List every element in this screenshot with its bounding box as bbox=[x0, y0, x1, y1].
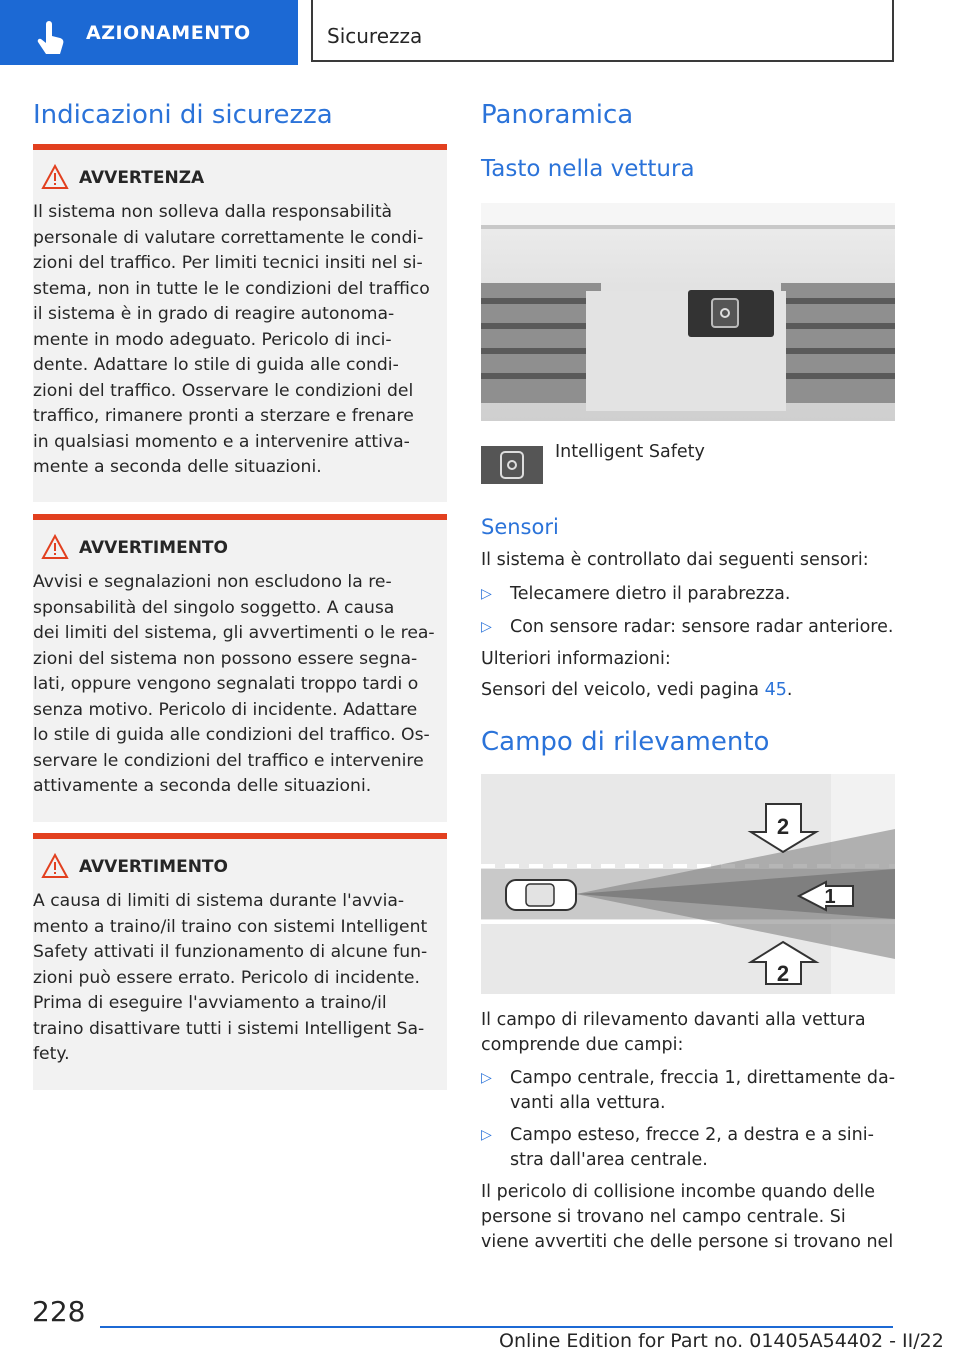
footer-divider bbox=[100, 1326, 893, 1328]
warning-text bbox=[33, 200, 445, 481]
text-line: Il sistema non solleva dalla responsabilità bbox=[33, 202, 393, 222]
warning-title: AVVERTIMENTO bbox=[79, 538, 228, 558]
cross-reference bbox=[481, 678, 792, 703]
text-line: Prima di eseguire l'avviamento a traino/il bbox=[33, 993, 387, 1013]
text-line: lo stile di guida alle condizioni del traffico. Os- bbox=[33, 725, 430, 745]
text-line: servare le condizioni del traffico e intervenire bbox=[33, 750, 424, 771]
bullet-triangle-icon: ▷ bbox=[481, 619, 492, 635]
text-line: Il pericolo di collisione incombe quando delle bbox=[481, 1182, 876, 1202]
intelligent-safety-icon bbox=[481, 446, 543, 484]
closing-paragraph bbox=[481, 1180, 893, 1255]
text-line: Safety attivati il funzionamento di alcune fun- bbox=[33, 942, 428, 962]
intelligent-safety-icon-glyph bbox=[481, 446, 543, 484]
hand-pointer-icon bbox=[32, 20, 72, 60]
arrow-label: 2 bbox=[776, 961, 790, 986]
list-item-text: Con sensore radar: sensore radar anteriore. bbox=[510, 617, 894, 637]
text-line: il sistema è in grado di reagire autonoma- bbox=[33, 304, 395, 324]
bullet-triangle-icon: ▷ bbox=[481, 586, 492, 602]
list-item-text: Telecamere dietro il parabrezza. bbox=[510, 584, 791, 604]
text-line: fety. bbox=[33, 1044, 70, 1064]
text-line: Avvisi e segnalazioni non escludono la re- bbox=[33, 572, 392, 592]
edition-note: Online Edition for Part no. 01405A54402 - II/22 bbox=[499, 1330, 944, 1352]
overview-heading: Panoramica bbox=[481, 100, 634, 130]
list-item bbox=[481, 1066, 895, 1116]
warning-text bbox=[33, 570, 445, 800]
text-line: zioni del sistema non possono essere segna- bbox=[33, 648, 418, 669]
bullet-triangle-icon: ▷ bbox=[481, 1070, 492, 1086]
button-caption: Intelligent Safety bbox=[555, 442, 705, 462]
text-line: Campo centrale, freccia 1, direttamente da- bbox=[510, 1068, 896, 1088]
text-line: senza motivo. Pericolo di incidente. Adattare bbox=[33, 699, 418, 720]
list-item-text bbox=[510, 1066, 895, 1116]
safety-heading: Indicazioni di sicurezza bbox=[33, 100, 333, 130]
text-line: persone si trovano nel campo centrale. Si bbox=[481, 1207, 846, 1227]
text-line: comprende due campi: bbox=[481, 1035, 684, 1055]
detection-range-diagram bbox=[481, 774, 895, 994]
more-info-label: Ulteriori informazioni: bbox=[481, 649, 671, 669]
chapter-header bbox=[311, 0, 894, 62]
warning-box-1 bbox=[33, 144, 447, 502]
warning-triangle-icon bbox=[41, 164, 69, 190]
dashboard-photo bbox=[481, 203, 895, 421]
section-label: AZIONAMENTO bbox=[86, 22, 251, 44]
sensors-heading: Sensori bbox=[481, 515, 559, 539]
button-heading: Tasto nella vettura bbox=[481, 156, 695, 182]
sensors-intro: Il sistema è controllato dai seguenti sensori: bbox=[481, 550, 869, 570]
chapter-label: Sicurezza bbox=[327, 24, 423, 48]
text-line: mento a traino/il traino con sistemi Intelligent bbox=[33, 916, 428, 937]
list-item bbox=[481, 615, 895, 640]
range-heading: Campo di rilevamento bbox=[481, 727, 770, 757]
text-line: zioni del traffico. Per limiti tecnici insiti nel si- bbox=[33, 253, 423, 273]
text-line: vanti alla vettura. bbox=[510, 1093, 666, 1113]
list-item-text bbox=[510, 1123, 874, 1173]
text-line: Campo esteso, frecce 2, a destra e a sini- bbox=[510, 1125, 874, 1145]
detection-range-illustration bbox=[481, 774, 895, 994]
warning-box-3 bbox=[33, 833, 447, 1090]
text-line: mente a seconda delle situazioni. bbox=[33, 457, 322, 477]
arrow-label: 2 bbox=[776, 814, 790, 839]
warning-triangle-icon bbox=[41, 853, 69, 879]
car-icon bbox=[506, 880, 576, 910]
dashboard-illustration bbox=[481, 203, 895, 421]
cross-reference-text: Sensori del veicolo, vedi pagina bbox=[481, 680, 765, 700]
arrow-label: 1 bbox=[824, 886, 836, 908]
bullet-triangle-icon: ▷ bbox=[481, 1127, 492, 1143]
intelligent-safety-button bbox=[688, 290, 774, 337]
text-line: sponsabilità del singolo soggetto. A causa bbox=[33, 597, 395, 618]
left-air-vent bbox=[481, 283, 601, 403]
text-line: mente in modo adeguato. Pericolo di inci- bbox=[33, 329, 392, 350]
text-line: attivamente a seconda delle situazioni. bbox=[33, 776, 372, 796]
list-item bbox=[481, 1123, 895, 1173]
text-line: A causa di limiti di sistema durante l'avvia- bbox=[33, 891, 405, 911]
warning-triangle-icon bbox=[41, 534, 69, 560]
warning-text bbox=[33, 889, 445, 1068]
text-line: Il campo di rilevamento davanti alla vettura bbox=[481, 1010, 866, 1030]
text-line: zioni del traffico. Osservare le condizioni del bbox=[33, 380, 414, 401]
text-line: traino disattivare tutti i sistemi Intelligent Sa- bbox=[33, 1018, 425, 1039]
text-line: lati, oppure vengono segnalati troppo tardi o bbox=[33, 674, 419, 694]
text-line: stema, non in tutte le le condizioni del traffico bbox=[33, 278, 430, 299]
text-line: traffico, rimanere pronti a sterzare e frenare bbox=[33, 406, 414, 426]
range-intro bbox=[481, 1008, 866, 1058]
warning-title: AVVERTIMENTO bbox=[79, 857, 228, 877]
warning-box-2 bbox=[33, 514, 447, 822]
page-link[interactable]: 45 bbox=[764, 680, 787, 700]
warning-title: AVVERTENZA bbox=[79, 168, 205, 188]
text-line: dente. Adattare lo stile di guida alle condi- bbox=[33, 355, 399, 375]
text-line: personale di valutare correttamente le condi- bbox=[33, 227, 424, 248]
text-line: dei limiti del sistema, gli avvertimenti o le rea- bbox=[33, 623, 435, 643]
text-line: viene avvertiti che delle persone si trovano nel bbox=[481, 1232, 894, 1252]
section-tab[interactable] bbox=[0, 0, 298, 65]
cross-reference-end: . bbox=[786, 680, 793, 700]
text-line: zioni può essere errato. Pericolo di incidente. bbox=[33, 967, 420, 988]
text-line: stra dall'area centrale. bbox=[510, 1150, 708, 1170]
list-item bbox=[481, 582, 895, 607]
right-air-vent bbox=[781, 283, 895, 403]
text-line: in qualsiasi momento e a intervenire attiva- bbox=[33, 431, 410, 452]
page-number: 228 bbox=[32, 1295, 86, 1328]
